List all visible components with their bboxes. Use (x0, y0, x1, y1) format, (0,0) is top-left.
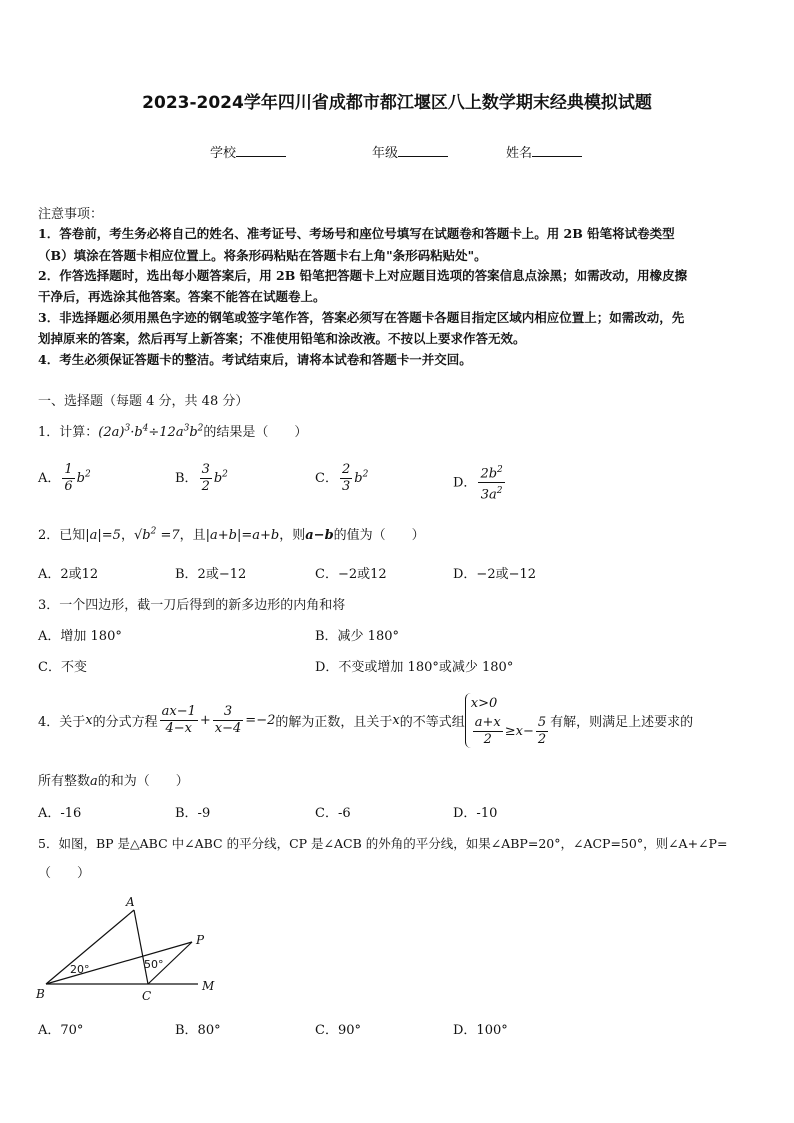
page-title: 2023-2024学年四川省成都市都江堰区八上数学期末经典模拟试题 (142, 93, 652, 113)
q2-option-d[interactable]: D．−2或−12 (453, 567, 537, 582)
name-field[interactable]: 姓名 (506, 142, 582, 161)
notice-line: 划掉原来的答案，然后再写上新答案；不准使用铅笔和涂改液。不按以上要求作答无效。 (38, 331, 526, 346)
triangle-figure (30, 890, 230, 1010)
q1-option-b[interactable]: B． $\frac{3}{2}$ $b^2$ (175, 462, 228, 494)
label-c: C (142, 989, 152, 1003)
question-4-line2: 所有整数a的和为（ ） (38, 774, 189, 789)
segment-ac (134, 910, 148, 984)
q5-option-c[interactable]: C．90° (315, 1023, 361, 1038)
label-b: B (36, 987, 45, 1001)
q3-option-d[interactable]: D．不变或增加 180°或减少 180° (315, 660, 514, 675)
question-1: 1．计算：$(2a)^3\cdot b^4\div 12a^3b^2$的结果是（ ） (38, 423, 308, 440)
notice-line: 1．答卷前，考生务必将自己的姓名、准考证号、考场号和座位号填写在试题卷和答题卡上。用 2B 铅笔将试卷类型 (38, 226, 675, 241)
question-5: 5．如图，BP 是△ABC 中∠ABC 的平分线，CP 是∠ACB 的外角的平分线，如果∠ABP=20°，∠ACP=50°，则∠A+∠P= (38, 836, 728, 851)
question-4: 4．关于 x 的分式方程 $\frac{ax-1}{4-x}$ + $\frac{3}{x-4}$ =−2 的解为正数，且关于 x 的不等式组 x>0 $\frac{a+x}{2}$ ≥x− $\frac{5}{2}$ 有解，则满足上述要求的 (38, 690, 693, 750)
notice-line: （B）填涂在答题卡相应位置上。将条形码粘贴在答题卡右上角"条形码粘贴处"。 (38, 248, 487, 263)
q5-option-a[interactable]: A．70° (38, 1023, 84, 1038)
angle-label-20: 20° (70, 963, 90, 976)
q2-option-b[interactable]: B．2或−12 (175, 567, 247, 582)
label-p: P (196, 933, 205, 947)
q4-option-b[interactable]: B．-9 (175, 806, 211, 821)
q3-option-a[interactable]: A．增加 180° (38, 629, 122, 644)
q5-option-d[interactable]: D．100° (453, 1023, 508, 1038)
notice-heading: 注意事项： (38, 207, 104, 222)
section-heading: 一、选择题（每题 4 分，共 48 分） (38, 394, 249, 409)
q3-option-b[interactable]: B．减少 180° (315, 629, 399, 644)
question-5-line2: （ ） (38, 866, 91, 881)
q5-option-b[interactable]: B．80° (175, 1023, 221, 1038)
question-2: 2．已知|a|=5，$√b^2 =7$，且|a+b|=a+b，则a−b的值为（ ） (38, 526, 425, 543)
q2-option-a[interactable]: A．2或12 (38, 567, 99, 582)
q4-option-c[interactable]: C．-6 (315, 806, 351, 821)
q3-option-c[interactable]: C．不变 (38, 660, 87, 675)
notice-line: 4．考生必须保证答题卡的整洁。考试结束后，请将本试卷和答题卡一并交回。 (38, 352, 472, 367)
notice-line: 2．作答选择题时，选出每小题答案后，用 2B 铅笔把答题卡上对应题目选项的答案信息点涂黑；如需改动，用橡皮擦 (38, 268, 688, 283)
q2-option-c[interactable]: C．−2或12 (315, 567, 387, 582)
notice-line: 干净后，再选涂其他答案。答案不能答在试题卷上。 (38, 289, 326, 304)
question-3: 3．一个四边形，截一刀后得到的新多边形的内角和将 (38, 598, 346, 613)
segment-ba (46, 910, 134, 984)
q1-option-a[interactable]: A． $\frac{1}{6}$ $b^2$ (38, 462, 91, 494)
label-m: M (202, 979, 215, 993)
school-field[interactable]: 学校 (210, 142, 286, 161)
label-a: A (126, 895, 135, 909)
q4-option-a[interactable]: A．-16 (38, 806, 82, 821)
notice-line: 3．非选择题必须用黑色字迹的钢笔或签字笔作答，答案必须写在答题卡各题目指定区域内相应位置上；如需改动，先 (38, 310, 685, 325)
q1-option-c[interactable]: C． $\frac{2}{3}$ $b^2$ (315, 462, 369, 494)
q1-option-d[interactable]: D． $\frac{2b^2}{3a^2}$ (453, 462, 507, 504)
angle-label-50: 50° (144, 958, 164, 971)
grade-field[interactable]: 年级 (372, 142, 448, 161)
q4-option-d[interactable]: D．-10 (453, 806, 498, 821)
